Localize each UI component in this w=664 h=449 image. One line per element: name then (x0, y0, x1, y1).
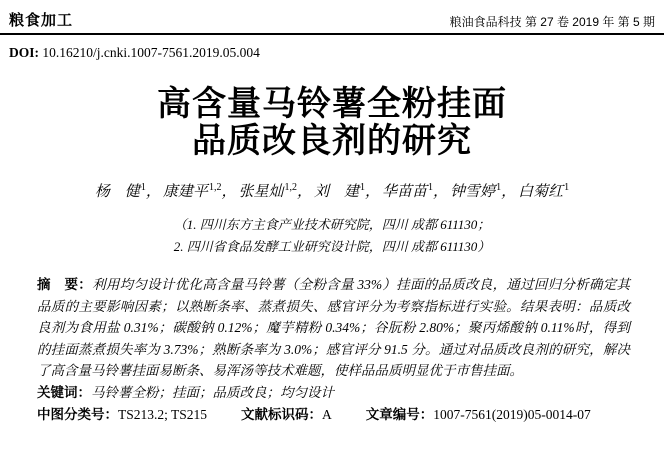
author-affiliation-superscript: 1 (564, 182, 570, 193)
affiliation-line-2: 2. 四川省食品发酵工业研究设计院，四川 成都 611130） (173, 238, 491, 254)
author (450, 184, 518, 200)
clc-value: TS213.2; TS215 (118, 407, 208, 422)
affiliation-line-1: （1. 四川东方主食产业技术研究院，四川 成都 611130； (173, 217, 491, 232)
author-name: 张星灿 (238, 184, 284, 200)
doi-label: DOI: (9, 45, 39, 60)
clc-label: 中图分类号： (37, 407, 118, 422)
classification-line (37, 404, 630, 426)
keywords-text: 马铃薯全粉；挂面；品质改良；均匀设计 (91, 384, 334, 400)
article-title-line-2: 品质改良剂的研究 (192, 122, 472, 160)
abstract-text: 利用均匀设计优化高含量马铃薯（全粉含量 33%）挂面的品质改良，通过回归分析确定其品质的主要影响因素；以熟断条率、蒸煮损失、感官评分为考察指标进行实验。结果表明：品质改良剂为食用盐 0.31%；碳酸钠 0.12%；魔芋精粉 0.34%；谷朊粉 2.80%；聚丙烯酸钠 0.11%时，得到的挂面蒸煮损失率为 3.73%；熟断条率为 3.0%；感官评分 91.5 分。通过对品质改良剂的研究，解决了高含量马铃薯挂面易断条、易浑汤等技术难题，使样品品质明显优于市售挂面。 (37, 277, 631, 378)
section-title: 粮食加工 (9, 12, 74, 29)
author (163, 184, 239, 200)
author-affiliation-superscript: 1 (360, 182, 365, 193)
article-no-label: 文章编号： (365, 407, 434, 422)
running-head (0, 0, 664, 35)
author-name: 白菊红 (518, 184, 564, 200)
abstract-label: 摘 要： (37, 277, 93, 292)
author (238, 184, 314, 200)
journal-info: 粮油食品科技 第 27 卷 2019 年 第 5 期 (449, 15, 655, 29)
author-separator: ， (433, 184, 449, 200)
affiliations (0, 214, 664, 257)
author (314, 184, 382, 200)
author-name: 康建平 (162, 184, 208, 200)
author-affiliation-superscript: 1,2 (284, 182, 297, 193)
doc-code-group (241, 407, 332, 422)
author-separator: ， (296, 184, 312, 200)
author-name: 刘 建 (313, 184, 359, 200)
keywords-line (37, 382, 630, 404)
clc-group (37, 407, 207, 422)
author-affiliation-superscript: 1 (140, 182, 146, 193)
doc-code-value: A (322, 407, 332, 422)
author (382, 184, 450, 200)
article-no-group (366, 407, 591, 422)
author-name: 杨 健 (94, 184, 140, 200)
author-separator: ， (365, 184, 381, 200)
author-name: 华苗苗 (382, 184, 428, 200)
author-affiliation-superscript: 1,2 (208, 182, 222, 193)
doi-value: 10.16210/j.cnki.1007-7561.2019.05.004 (42, 45, 260, 60)
article-title-line-1: 高含量马铃薯全粉挂面 (157, 85, 507, 123)
article-no-value: 1007-7561(2019)05-0014-07 (433, 407, 591, 422)
author-separator: ， (145, 184, 161, 200)
author (518, 184, 569, 200)
authors-line (0, 183, 664, 202)
author-name: 钟雪婷 (450, 184, 496, 200)
author-separator: ， (501, 184, 517, 200)
doi-line (9, 45, 664, 61)
abstract (37, 274, 630, 382)
author (95, 184, 163, 200)
keywords-label: 关键词： (37, 384, 91, 400)
author-affiliation-superscript: 1 (428, 182, 434, 193)
author-separator: ， (221, 184, 237, 200)
article-title (0, 86, 664, 160)
author-affiliation-superscript: 1 (496, 182, 502, 193)
doc-code-label: 文献标识码： (241, 407, 323, 422)
